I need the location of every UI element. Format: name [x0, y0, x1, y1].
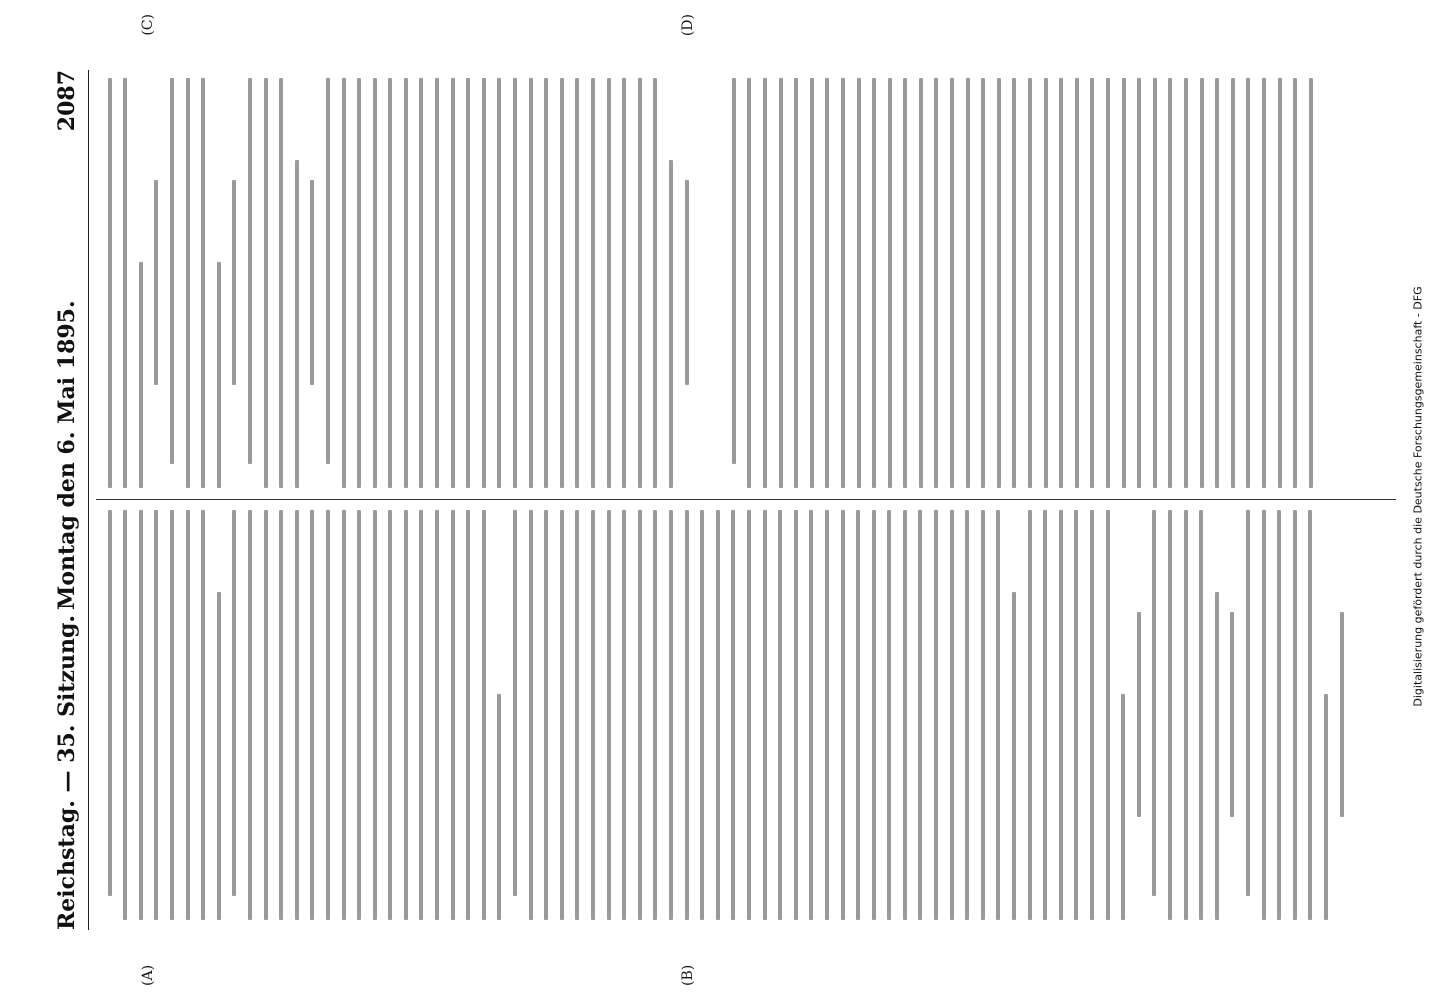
text-line-placeholder	[232, 510, 236, 896]
text-line-placeholder	[809, 510, 813, 920]
text-line-placeholder	[1230, 613, 1234, 818]
text-line-placeholder	[264, 510, 268, 920]
text-line-placeholder	[622, 78, 626, 488]
margin-letter-d: (D)	[680, 14, 696, 37]
text-line-placeholder	[981, 510, 985, 920]
text-column-right	[96, 78, 1396, 488]
header-title: Reichstag. — 35. Sitzung.	[54, 614, 80, 930]
text-line-placeholder	[357, 78, 361, 488]
text-line-placeholder	[482, 510, 486, 920]
text-line-placeholder	[1075, 78, 1079, 488]
text-line-placeholder	[295, 160, 299, 488]
text-column-left	[96, 510, 1396, 920]
text-line-placeholder	[1231, 78, 1235, 488]
text-line-placeholder	[778, 510, 782, 920]
header-rule	[88, 70, 89, 930]
text-line-placeholder	[529, 510, 533, 920]
text-line-placeholder	[279, 510, 283, 920]
text-line-placeholder	[560, 78, 564, 488]
digitization-credit-text: Digitalisierung gefördert durch die Deutsche Forschungsgemeinschaft - DFG	[1411, 286, 1425, 707]
text-line-placeholder	[856, 510, 860, 920]
text-line-placeholder	[1043, 510, 1047, 920]
text-line-placeholder	[342, 510, 346, 920]
text-line-placeholder	[1215, 592, 1219, 920]
text-line-placeholder	[591, 78, 595, 488]
text-line-placeholder	[544, 78, 548, 488]
text-line-placeholder	[934, 510, 938, 920]
text-line-placeholder	[1199, 510, 1203, 920]
text-line-placeholder	[1059, 78, 1063, 488]
text-line-placeholder	[841, 78, 845, 488]
text-line-placeholder	[1137, 613, 1141, 818]
text-line-placeholder	[638, 78, 642, 488]
text-line-placeholder	[685, 181, 689, 386]
text-line-placeholder	[388, 78, 392, 488]
text-line-placeholder	[326, 510, 330, 920]
text-line-placeholder	[919, 78, 923, 488]
text-line-placeholder	[1184, 78, 1188, 488]
text-line-placeholder	[279, 78, 283, 488]
text-line-placeholder	[1184, 510, 1188, 920]
margin-letter-c: (C)	[140, 14, 156, 36]
text-line-placeholder	[685, 510, 689, 920]
text-line-placeholder	[544, 510, 548, 920]
text-line-placeholder	[342, 78, 346, 488]
text-line-placeholder	[591, 510, 595, 920]
text-line-placeholder	[653, 510, 657, 920]
text-line-placeholder	[295, 510, 299, 920]
text-line-placeholder	[310, 181, 314, 386]
text-line-placeholder	[435, 510, 439, 920]
text-line-placeholder	[669, 160, 673, 488]
text-line-placeholder	[1121, 695, 1125, 921]
text-line-placeholder	[419, 78, 423, 488]
text-line-placeholder	[794, 510, 798, 920]
text-line-placeholder	[763, 510, 767, 920]
text-line-placeholder	[841, 510, 845, 920]
text-line-placeholder	[966, 78, 970, 488]
text-line-placeholder	[1324, 695, 1328, 921]
text-line-placeholder	[747, 510, 751, 920]
text-line-placeholder	[201, 510, 205, 920]
text-line-placeholder	[1340, 613, 1344, 818]
text-line-placeholder	[373, 78, 377, 488]
text-line-placeholder	[217, 592, 221, 920]
text-line-placeholder	[1028, 78, 1032, 488]
text-line-placeholder	[170, 78, 174, 464]
text-line-placeholder	[1122, 78, 1126, 488]
text-line-placeholder	[575, 510, 579, 920]
text-line-placeholder	[388, 510, 392, 920]
text-line-placeholder	[1246, 78, 1250, 488]
text-line-placeholder	[154, 510, 158, 920]
text-line-placeholder	[607, 78, 611, 488]
text-line-placeholder	[466, 78, 470, 488]
text-line-placeholder	[466, 510, 470, 920]
text-line-placeholder	[123, 78, 127, 488]
text-line-placeholder	[1293, 510, 1297, 920]
margin-letter-b: (B)	[680, 964, 696, 986]
page-number: 2087	[54, 70, 80, 132]
text-line-placeholder	[1262, 510, 1266, 920]
text-line-placeholder	[404, 78, 408, 488]
text-line-placeholder	[1277, 510, 1281, 920]
text-line-placeholder	[1153, 78, 1157, 488]
text-line-placeholder	[310, 510, 314, 920]
text-line-placeholder	[903, 510, 907, 920]
text-line-placeholder	[326, 78, 330, 464]
text-line-placeholder	[872, 78, 876, 488]
text-line-placeholder	[108, 78, 112, 488]
text-line-placeholder	[950, 510, 954, 920]
text-line-placeholder	[669, 510, 673, 920]
text-line-placeholder	[622, 510, 626, 920]
text-line-placeholder	[1168, 78, 1172, 488]
text-line-placeholder	[373, 510, 377, 920]
text-line-placeholder	[497, 78, 501, 488]
text-line-placeholder	[1278, 78, 1282, 488]
text-line-placeholder	[779, 78, 783, 488]
text-line-placeholder	[217, 263, 221, 489]
text-line-placeholder	[154, 181, 158, 386]
text-line-placeholder	[1308, 510, 1312, 920]
text-line-placeholder	[1044, 78, 1048, 488]
text-line-placeholder	[887, 510, 891, 920]
text-line-placeholder	[139, 510, 143, 920]
text-line-placeholder	[1106, 510, 1110, 920]
text-line-placeholder	[918, 510, 922, 920]
text-line-placeholder	[1137, 78, 1141, 488]
text-line-placeholder	[965, 510, 969, 920]
text-line-placeholder	[794, 78, 798, 488]
text-line-placeholder	[1200, 78, 1204, 488]
text-line-placeholder	[903, 78, 907, 488]
text-line-placeholder	[653, 78, 657, 488]
text-line-placeholder	[139, 263, 143, 489]
text-line-placeholder	[1059, 510, 1063, 920]
page-header	[44, 30, 84, 970]
text-line-placeholder	[1262, 78, 1266, 488]
text-line-placeholder	[248, 510, 252, 920]
text-line-placeholder	[888, 78, 892, 488]
text-line-placeholder	[232, 181, 236, 386]
text-line-placeholder	[638, 510, 642, 920]
text-line-placeholder	[934, 78, 938, 488]
text-line-placeholder	[560, 510, 564, 920]
text-line-placeholder	[1106, 78, 1110, 488]
text-line-placeholder	[264, 78, 268, 488]
text-line-placeholder	[1012, 78, 1016, 488]
text-line-placeholder	[700, 78, 720, 488]
text-line-placeholder	[1028, 510, 1032, 920]
text-line-placeholder	[1246, 510, 1250, 896]
text-line-placeholder	[201, 78, 205, 488]
text-line-placeholder	[482, 78, 486, 488]
text-line-placeholder	[108, 510, 112, 896]
text-line-placeholder	[732, 78, 736, 464]
text-line-placeholder	[451, 510, 455, 920]
text-line-placeholder	[1152, 510, 1156, 896]
text-line-placeholder	[1293, 78, 1297, 488]
text-line-placeholder	[1090, 78, 1094, 488]
text-line-placeholder	[575, 78, 579, 488]
digitization-credit	[1408, 20, 1428, 980]
text-line-placeholder	[513, 510, 517, 896]
text-line-placeholder	[950, 78, 954, 488]
text-line-placeholder	[497, 695, 501, 921]
text-line-placeholder	[419, 510, 423, 920]
text-line-placeholder	[451, 78, 455, 488]
text-line-placeholder	[716, 510, 720, 920]
text-line-placeholder	[763, 78, 767, 488]
text-line-placeholder	[404, 510, 408, 920]
text-line-placeholder	[731, 510, 735, 920]
header-date: Montag den 6. Mai 1895.	[54, 300, 80, 610]
text-line-placeholder	[825, 78, 829, 488]
column-divider	[96, 499, 1396, 500]
text-line-placeholder	[1215, 78, 1219, 488]
text-line-placeholder	[248, 78, 252, 464]
margin-letter-a: (A)	[140, 964, 156, 986]
text-line-placeholder	[513, 78, 517, 488]
text-line-placeholder	[1074, 510, 1078, 920]
text-line-placeholder	[529, 78, 533, 488]
text-line-placeholder	[997, 78, 1001, 488]
text-line-placeholder	[700, 510, 704, 920]
text-line-placeholder	[435, 78, 439, 488]
text-line-placeholder	[186, 78, 190, 488]
text-line-placeholder	[747, 78, 751, 488]
text-line-placeholder	[123, 510, 127, 920]
text-line-placeholder	[1090, 510, 1094, 920]
text-line-placeholder	[1012, 592, 1016, 920]
text-line-placeholder	[996, 510, 1000, 920]
text-line-placeholder	[825, 510, 829, 920]
text-line-placeholder	[981, 78, 985, 488]
text-line-placeholder	[857, 78, 861, 488]
text-line-placeholder	[872, 510, 876, 920]
text-line-placeholder	[810, 78, 814, 488]
text-line-placeholder	[607, 510, 611, 920]
text-line-placeholder	[186, 510, 190, 920]
text-line-placeholder	[1309, 78, 1313, 488]
text-line-placeholder	[357, 510, 361, 920]
text-line-placeholder	[170, 510, 174, 920]
text-line-placeholder	[1168, 510, 1172, 920]
